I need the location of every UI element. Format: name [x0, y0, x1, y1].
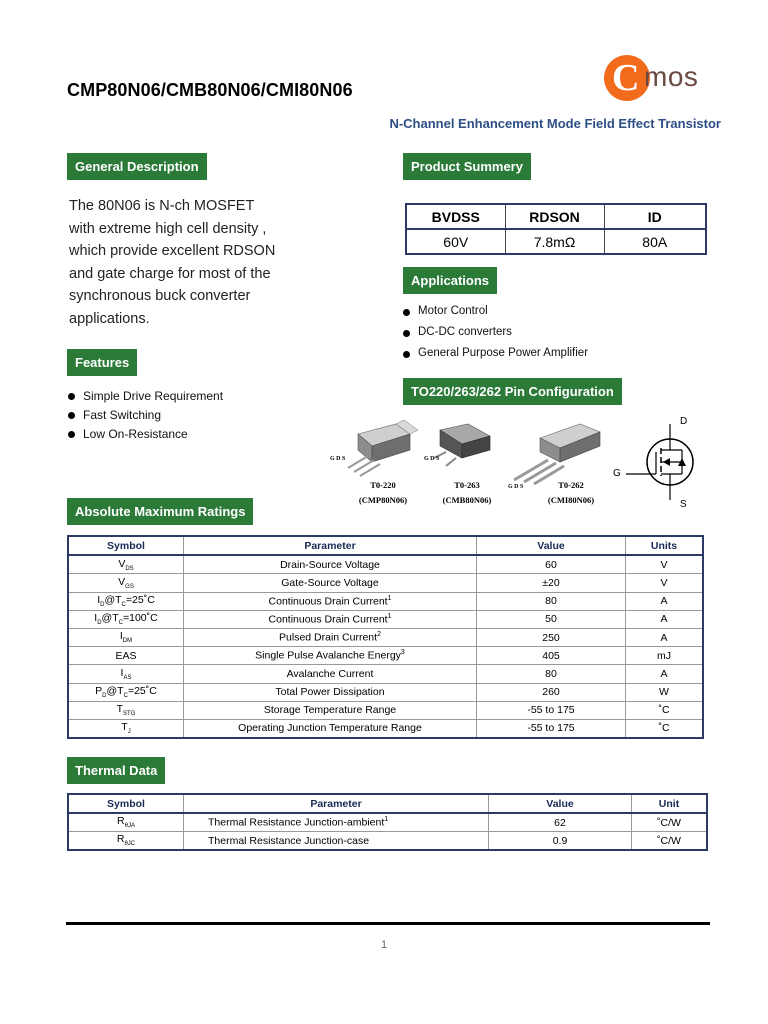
value-cell: -55 to 175: [477, 701, 626, 719]
to262-pin-letters: G D S: [508, 484, 524, 490]
to220-package-icon: [348, 420, 418, 476]
bullet-icon: [403, 309, 410, 316]
table-cell: 80A: [604, 229, 706, 254]
feature-label: Fast Switching: [83, 408, 162, 422]
table-header-row: [406, 204, 706, 229]
package-to220-label: [348, 480, 418, 505]
unit-cell: mJ: [626, 647, 704, 665]
symbol-main: I: [94, 612, 98, 625]
symbol-main: I: [119, 630, 123, 643]
symbol-subscript: DS: [125, 565, 134, 572]
symbol-cell: [68, 555, 184, 574]
application-label: DC-DC converters: [418, 326, 512, 338]
symbol-cell: [68, 665, 184, 683]
parameter-text: Operating Junction Temperature Range: [238, 722, 422, 735]
column-header: Value: [477, 536, 626, 555]
table-cell: 60V: [406, 229, 505, 254]
unit-cell: ˚C/W: [632, 813, 708, 832]
parameter-cell: [184, 647, 477, 665]
table-cell: 7.8mΩ: [505, 229, 604, 254]
table-row: [68, 574, 703, 592]
package-name: T0-262: [558, 480, 584, 490]
column-header: Value: [489, 794, 632, 813]
parameter-text: Total Power Dissipation: [275, 686, 385, 699]
parameter-cell: [184, 555, 477, 574]
symbol-cell: [68, 628, 184, 646]
value-cell: 60: [477, 555, 626, 574]
parameter-text: Pulsed Drain Current: [279, 631, 378, 644]
bullet-icon: [68, 412, 75, 419]
mosfet-symbol-icon: [612, 412, 712, 512]
table-row: [68, 592, 703, 610]
table-row: [68, 647, 703, 665]
table-row: [406, 229, 706, 254]
value-cell: 0.9: [489, 832, 632, 851]
symbol-subscript: D: [97, 620, 102, 627]
unit-cell: ˚C: [626, 719, 704, 738]
symbol-subscript: J: [127, 729, 131, 736]
description-line: which provide excellent RDSON: [69, 243, 276, 260]
symbol-cell: [68, 832, 184, 851]
unit-cell: ˚C/W: [632, 832, 708, 851]
parameter-text: Storage Temperature Range: [263, 704, 397, 717]
symbol-cell: [68, 813, 184, 832]
symbol-condition: =25˚C: [127, 685, 157, 698]
package-part: (CMI80N06): [547, 495, 595, 505]
absolute-max-ratings-table: [67, 535, 704, 739]
cmos-logo: [604, 53, 719, 103]
feature-label: Simple Drive Requirement: [83, 389, 224, 403]
symbol-cell: [68, 647, 184, 665]
symbol-subscript: θJC: [124, 841, 136, 848]
unit-cell: V: [626, 574, 704, 592]
parameter-text: Continuous Drain Current: [268, 595, 388, 608]
description-line: with extreme high cell density ,: [69, 220, 267, 237]
value-cell: 50: [477, 610, 626, 628]
symbol-main: P: [95, 685, 103, 698]
column-header: RDSON: [505, 204, 604, 229]
symbol-main: T: [116, 703, 124, 716]
symbol-main: R: [116, 833, 125, 846]
bullet-icon: [68, 393, 75, 400]
symbol-cell: [68, 719, 184, 738]
parameter-text: Drain-Source Voltage: [280, 558, 380, 571]
table-row: [68, 610, 703, 628]
package-to262-label: [536, 480, 606, 505]
logo-text: mos: [644, 61, 699, 92]
applications-heading: Applications: [403, 267, 497, 294]
table-row: [68, 683, 703, 701]
table-header-row: [68, 536, 703, 555]
gate-label: G: [613, 468, 621, 479]
value-cell: ±20: [477, 574, 626, 592]
footnote-ref: 1: [387, 613, 392, 621]
product-summary-heading: Product Summery: [403, 153, 531, 180]
footer-divider: [66, 922, 710, 925]
symbol-condition: @T: [104, 594, 122, 607]
unit-cell: W: [626, 683, 704, 701]
source-label: S: [680, 499, 687, 510]
parameter-text: Avalanche Current: [286, 667, 374, 680]
footnote-ref: 1: [384, 816, 389, 824]
absolute-max-ratings-heading: Absolute Maximum Ratings: [67, 498, 253, 525]
parameter-cell: [184, 665, 477, 683]
parameter-text: Thermal Resistance Junction-ambient: [208, 816, 385, 829]
value-cell: 80: [477, 592, 626, 610]
value-cell: 405: [477, 647, 626, 665]
value-cell: 80: [477, 665, 626, 683]
symbol-subscript: D: [100, 602, 105, 609]
unit-cell: A: [626, 628, 704, 646]
column-header: Parameter: [184, 536, 477, 555]
column-header: Symbol: [68, 794, 184, 813]
package-name: T0-263: [454, 480, 480, 490]
unit-cell: A: [626, 610, 704, 628]
value-cell: -55 to 175: [477, 719, 626, 738]
symbol-cell: [68, 701, 184, 719]
description-line: applications.: [69, 310, 150, 327]
document-subtitle: N-Channel Enhancement Mode Field Effect Transistor: [389, 116, 721, 131]
symbol-main: I: [97, 594, 101, 607]
symbol-subscript: STG: [123, 711, 136, 718]
symbol-main: V: [118, 575, 126, 588]
symbol-subscript: DM: [122, 638, 133, 645]
feature-label: Low On-Resistance: [83, 427, 188, 441]
description-line: and gate charge for most of the: [69, 265, 271, 282]
package-name: T0-220: [370, 480, 396, 490]
parameter-cell: [184, 574, 477, 592]
pin-configuration-heading: TO220/263/262 Pin Configuration: [403, 378, 622, 405]
parameter-cell: [184, 592, 477, 610]
page-number: 1: [380, 939, 388, 951]
parameter-text: Gate-Source Voltage: [281, 576, 379, 589]
description-line: synchronous buck converter: [69, 288, 251, 305]
application-label: General Purpose Power Amplifier: [418, 347, 589, 359]
table-header-row: [68, 794, 707, 813]
table-row: [68, 813, 707, 832]
table-row: [68, 665, 703, 683]
bullet-icon: [403, 351, 410, 358]
symbol-subscript: D: [102, 693, 107, 700]
value-cell: 62: [489, 813, 632, 832]
thermal-data-heading: Thermal Data: [67, 757, 165, 784]
unit-cell: A: [626, 592, 704, 610]
symbol-subscript: C: [121, 602, 126, 609]
symbol-condition: =100˚C: [122, 612, 158, 625]
column-header: Units: [626, 536, 704, 555]
package-to263-label: [432, 480, 502, 505]
column-header: Symbol: [68, 536, 184, 555]
footnote-ref: 2: [377, 631, 381, 639]
parameter-cell: [184, 813, 489, 832]
parameter-cell: [184, 701, 477, 719]
column-header: Unit: [632, 794, 708, 813]
thermal-data-table: [67, 793, 708, 851]
bullet-icon: [68, 431, 75, 438]
symbol-subscript: θJA: [124, 823, 135, 830]
symbol-main: R: [117, 815, 125, 828]
symbol-cell: [68, 683, 184, 701]
features-heading: Features: [67, 349, 137, 376]
column-header: BVDSS: [406, 204, 505, 229]
to263-pin-letters: G D S: [424, 456, 440, 462]
table-row: [68, 832, 707, 851]
column-header: ID: [604, 204, 706, 229]
symbol-main: EAS: [115, 649, 137, 662]
description-line: The 80N06 is N-ch MOSFET: [69, 198, 255, 214]
parameter-cell: [184, 628, 477, 646]
symbol-subscript: C: [123, 693, 128, 700]
unit-cell: A: [626, 665, 704, 683]
unit-cell: ˚C: [626, 701, 704, 719]
value-cell: 250: [477, 628, 626, 646]
footnote-ref: 1: [387, 594, 392, 602]
column-header: Parameter: [184, 794, 489, 813]
parameter-text: Single Pulse Avalanche Energy: [255, 649, 401, 662]
symbol-cell: [68, 574, 184, 592]
parameter-cell: [184, 832, 489, 851]
unit-cell: V: [626, 555, 704, 574]
general-description-text: [69, 195, 309, 331]
symbol-subscript: AS: [123, 674, 132, 681]
symbol-main: I: [120, 666, 124, 679]
document-title: CMP80N06/CMB80N06/CMI80N06: [67, 80, 353, 100]
parameter-text: Continuous Drain Current: [268, 613, 388, 626]
table-row: [68, 628, 703, 646]
parameter-cell: [184, 610, 477, 628]
symbol-main: T: [121, 721, 128, 734]
package-part: (CMB80N06): [442, 495, 492, 505]
symbol-subscript: GS: [125, 584, 134, 591]
to263-package-icon: [434, 424, 490, 466]
symbol-condition: @T: [101, 612, 119, 625]
to262-package-icon: [514, 424, 600, 484]
table-row: [68, 701, 703, 719]
value-cell: 260: [477, 683, 626, 701]
symbol-condition: =25˚C: [125, 594, 155, 607]
symbol-condition: @T: [106, 685, 124, 698]
symbol-main: V: [118, 557, 126, 570]
package-part: (CMP80N06): [358, 495, 408, 505]
table-row: [68, 719, 703, 738]
bullet-icon: [403, 330, 410, 337]
parameter-text: Thermal Resistance Junction-case: [208, 834, 370, 847]
symbol-subscript: C: [118, 620, 123, 627]
product-summary-table: [405, 203, 707, 255]
table-row: [68, 555, 703, 574]
application-label: Motor Control: [418, 305, 488, 317]
symbol-cell: [68, 592, 184, 610]
parameter-cell: [184, 683, 477, 701]
symbol-cell: [68, 610, 184, 628]
drain-label: D: [680, 416, 688, 427]
logo-letter: C: [612, 57, 640, 99]
general-description-heading: General Description: [67, 153, 207, 180]
parameter-cell: [184, 719, 477, 738]
to220-pin-letters: G D S: [330, 456, 346, 462]
footnote-ref: 3: [400, 649, 405, 657]
